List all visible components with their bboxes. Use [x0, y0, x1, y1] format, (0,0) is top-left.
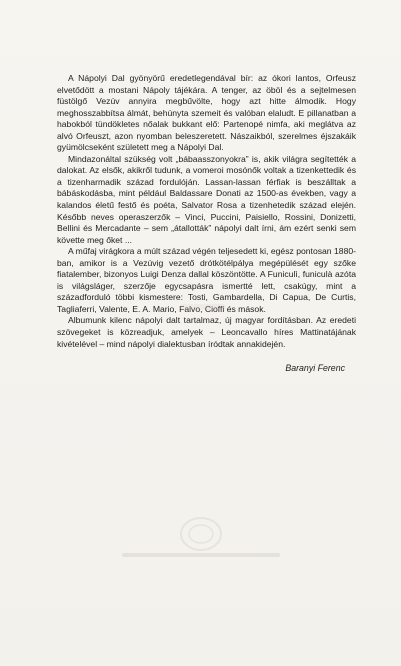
paragraph-1: A Nápolyi Dal gyönyörű eredetlegendával bír: az ókori lantos, Orfeusz elvetődött a mostani Nápoly tájékára. A tenger, az öböl és a sejtelmesen füstölgő Vezúv annyira megbűvölte, hogy azt hitte álmodik. Hogy meghosszabbítsa álmát, behúnyta szemeit és valóban elaludt. E pillanatban a habokból tündökletes nőalak bukkant elő: Partenopé nimfa, aki meglátva az alvó Orfeuszt, azon nyomban beleszeretett. Nászaikból, szerelmes éjszakáik gyümölcseként született meg a Nápolyi Dal.	[57, 73, 356, 153]
author-signature: Baranyi Ferenc	[285, 363, 345, 373]
bleed-through-line	[122, 553, 280, 557]
paragraph-2: Mindazonáltal szükség volt „bábaasszonyokra” is, akik világra segítették a dalokat. Az elsők, akikről tudunk, a vomeroi mosónők voltak a tizenkettedik és a tizenharmadik század fordulóján. Lassan-lassan férfiak is beszálltak a bábáskodásba, mint például Baldassare Donati az 1500-as években, vagy a kalandos életű festő és poéta, Salvator Rosa a tizenhetedik század elején. Később neves operaszerzők – Vinci, Puccini, Paisiello, Rossini, Donizetti, Bellini és Mercadante – sem „átallották” nápolyi dalt írni, ám ezért senki sem követte meg őket ...	[57, 153, 356, 245]
bleed-through-mark	[180, 304, 226, 310]
paragraph-4: Albumunk kilenc nápolyi dalt tartalmaz, új magyar fordításban. Az eredeti szövegeket is közreadjuk, amelyek – Leoncavallo híres Mattinatájának kivételével – mind nápolyi dialektusban íródtak annakidején.	[57, 315, 356, 349]
seal-watermark-icon	[178, 515, 224, 553]
paragraph-3: A műfaj virágkora a múlt század végén teljesedett ki, egész pontosan 1880-ban, amikor is a Vezúvig vezető drótkötélpálya megépülését egy szőke fiatalember, bizonyos Luigi Denza dallal köszöntötte. A Funiculì, funiculà azóta is világsláger, szerzője egycsapásra ismertté lett, csakúgy, mint a századforduló többi kismestere: Tosti, Gambardella, Di Capua, De Curtis, Tagliaferri, Valente, E. A. Mario, Falvo, Cioffi és mások.	[57, 246, 356, 314]
